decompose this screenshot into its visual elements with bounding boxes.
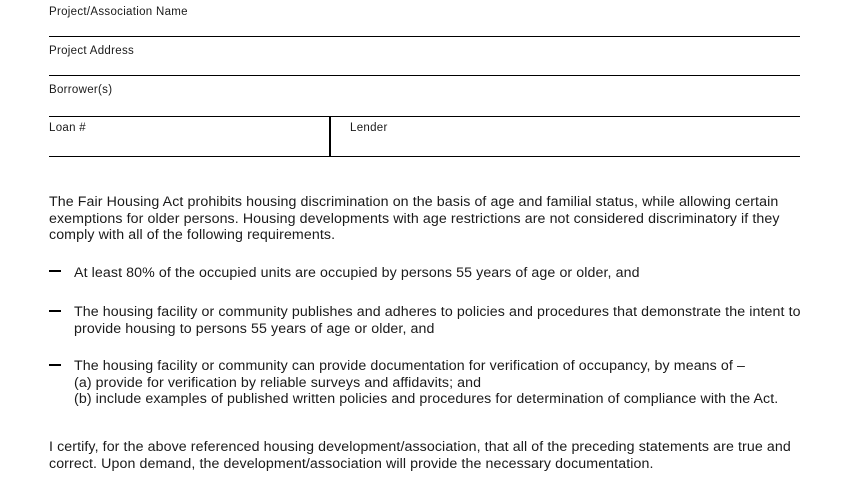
dash-bullet (49, 364, 61, 366)
project-address-underline (49, 75, 800, 76)
intro-paragraph (49, 194, 780, 244)
requirement-line: provide housing to persons 55 years of age or older, and (74, 320, 435, 337)
dash-bullet (49, 310, 61, 312)
lender-input[interactable] (350, 136, 801, 154)
requirement-line: (a) provide for verification by reliable surveys and affidavits; and (74, 374, 482, 391)
requirement-item (74, 358, 778, 408)
requirement-line: At least 80% of the occupied units are occupied by persons 55 years of age or older, and (74, 265, 640, 281)
intro-line: exemptions for older persons. Housing developments with age restrictions are not considered discriminatory if they (49, 210, 780, 227)
requirement-line: The housing facility or community can provide documentation for verification of occupancy, by means of – (74, 358, 745, 374)
certification-line: correct. Upon demand, the development/association will provide the necessary documentation. (49, 455, 654, 472)
borrowers-label: Borrower(s) (49, 84, 113, 96)
requirement-line: The housing facility or community publishes and adheres to policies and procedures that demonstrate the intent to (74, 304, 801, 320)
requirement-line: (b) include examples of published written policies and procedures for determination of compliance with the Act. (74, 391, 779, 407)
borrowers-underline (49, 116, 800, 117)
borrowers-input[interactable] (49, 97, 801, 115)
project-name-underline (49, 36, 800, 37)
loan-number-input[interactable] (49, 136, 329, 154)
certification-line: I certify, for the above referenced housing development/association, that all of the preceding statements are true and (49, 439, 791, 455)
loan-lender-underline (49, 156, 800, 157)
loan-number-label: Loan # (49, 122, 86, 134)
project-name-input[interactable] (49, 18, 801, 36)
loan-lender-divider (329, 117, 331, 157)
requirement-item (74, 304, 801, 337)
intro-line: comply with all of the following requirements. (49, 227, 336, 243)
lender-label: Lender (350, 122, 388, 134)
intro-line: The Fair Housing Act prohibits housing discrimination on the basis of age and familial status, while allowing certain (49, 194, 779, 210)
dash-bullet (49, 270, 61, 272)
project-name-label: Project/Association Name (49, 6, 188, 18)
project-address-input[interactable] (49, 57, 801, 75)
certification-paragraph (49, 439, 791, 472)
project-address-label: Project Address (49, 45, 135, 57)
requirement-item (74, 265, 640, 282)
